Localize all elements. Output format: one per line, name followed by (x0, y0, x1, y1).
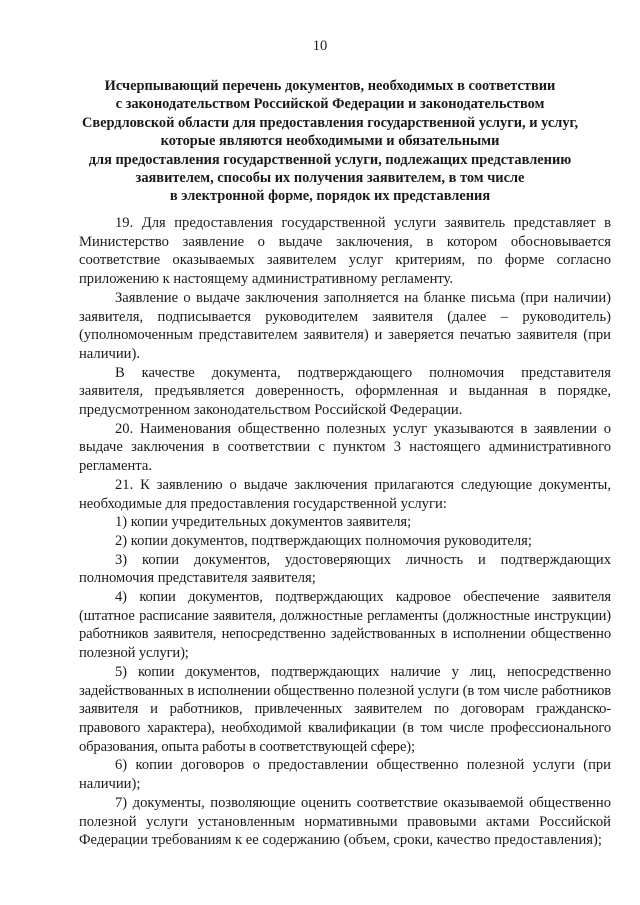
section-heading (60, 77, 600, 206)
list-item-2: 2) копии документов, подтверждающих полномочия руководителя; (115, 532, 532, 549)
heading-line: для предоставления государственной услуги, подлежащих представлению (88, 151, 572, 168)
list-item-5: 5) копии документов, подтверждающих наличие у лиц, непосредственно задействованных в исполнении общественно полезной услуги (в том числе работников заявителя и работников, привлеченных заявителем по договорам гражданско-правового характера), необходимой квалификации (в том числе профессионального образования, опыта работы в соответствующей сфере); (79, 663, 611, 755)
paragraph-application-form: Заявление о выдаче заключения заполняется на бланке письма (при наличии) заявителя, подписывается руководителем заявителя (далее – руководитель) (уполномоченным представителем заявителя) и заверяется печатью заявителя (при наличии). (79, 289, 611, 362)
heading-line: заявителем, способы их получения заявителем, в том числе (135, 170, 525, 187)
paragraph-20: 20. Наименования общественно полезных услуг указываются в заявлении о выдаче заключения в соответствии с пунктом 3 настоящего административного регламента. (79, 420, 611, 475)
list-item-6: 6) копии договоров о предоставлении общественно полезной услуги (при наличии); (79, 757, 611, 793)
list-item-1: 1) копии учредительных документов заявителя; (115, 514, 412, 531)
heading-line: Свердловской области для предоставления государственной услуги, и услуг, (81, 114, 579, 131)
paragraph-21: 21. К заявлению о выдаче заключения прилагаются следующие документы, необходимые для предоставления государственной услуги: (79, 476, 611, 512)
list-item-7: 7) документы, позволяющие оценить соответствие оказываемой общественно полезной услуги установленным нормативными правовыми актами Российской Федерации требованиям к ее содержанию (объем, сроки, качество предоставления); (79, 794, 611, 849)
paragraph-power-of-attorney: В качестве документа, подтверждающего полномочия представителя заявителя, предъявляется доверенность, оформленная и выданная в порядке, предусмотренном законодательством Российской Федерации. (79, 364, 611, 419)
list-item-4: 4) копии документов, подтверждающих кадровое обеспечение заявителя (штатное расписание заявителя, должностные регламенты (должностные инструкции) работников заявителя, непосредственно задействованных в исполнении общественно полезной услуги); (79, 589, 611, 662)
document-body (79, 214, 611, 850)
list-item-3: 3) копии документов, удостоверяющих личность и подтверждающих полномочия представителя заявителя; (79, 551, 611, 587)
paragraph-19: 19. Для предоставления государственной услуги заявитель представляет в Министерство заявление о выдаче заключения, в котором обосновывается соответствие оказываемых заявителем услуг критериям, по форме согласно приложению к настоящему административному регламенту. (79, 215, 611, 288)
page-number: 10 (312, 38, 328, 54)
heading-line: с законодательством Российской Федерации и законодательством (115, 96, 545, 113)
heading-line: Исчерпывающий перечень документов, необходимых в соответствии (104, 78, 556, 94)
heading-line: в электронной форме, порядок их представления (169, 188, 491, 205)
heading-line: которые являются необходимыми и обязательными (160, 133, 500, 150)
